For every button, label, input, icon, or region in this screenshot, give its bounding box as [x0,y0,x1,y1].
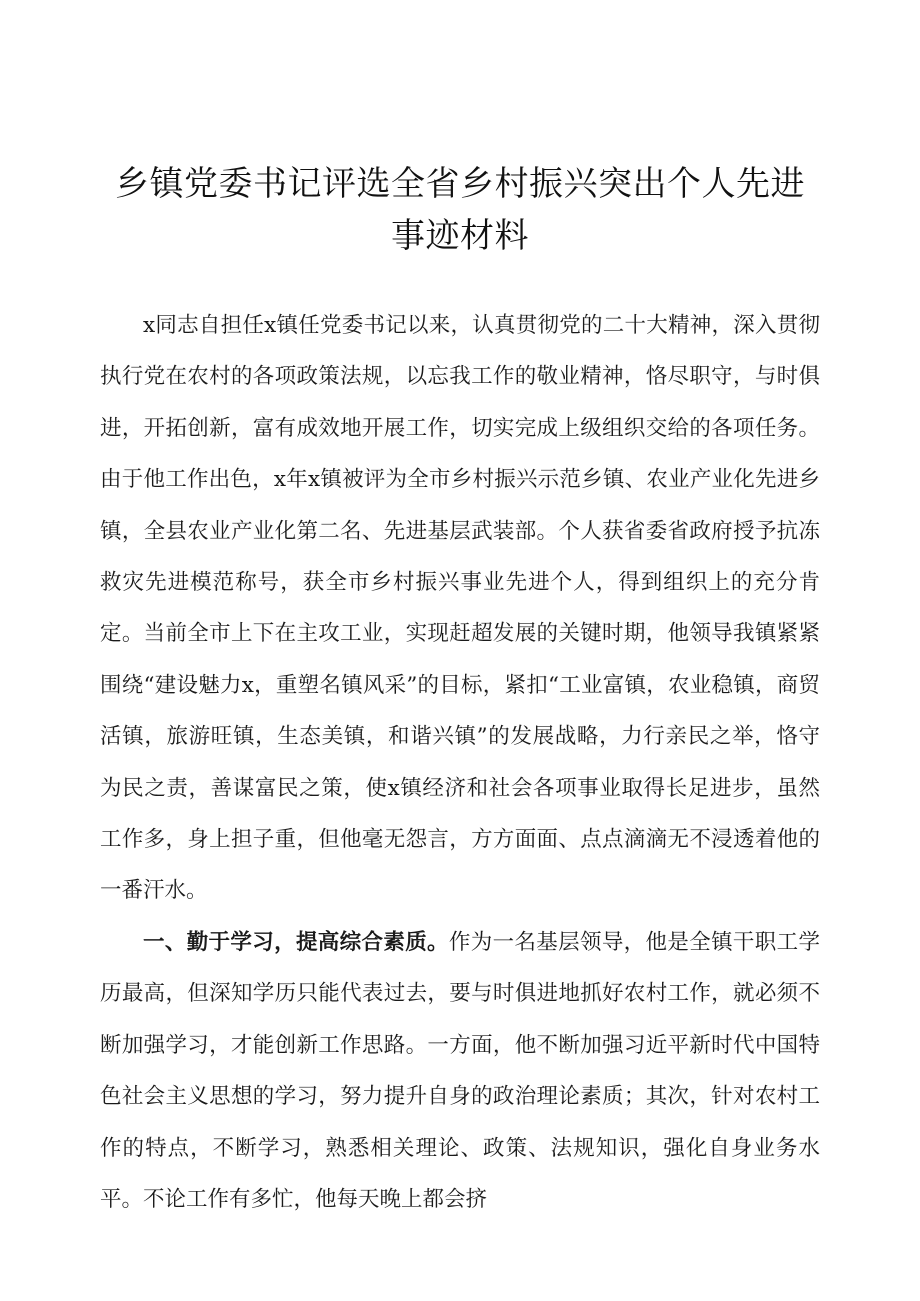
body-paragraph [100,300,820,917]
paragraph-text: 作为一名基层领导，他是全镇干职工学历最高，但深知学历只能代表过去，要与时俱进地抓好农村工作，就必须不断加强学习，才能创新工作思路。一方面，他不断加强习近平新时代中国特色社会主义思想的学习，努力提升自身的政治理论素质；其次，针对农村工作的特点，不断学习，熟悉相关理论、政策、法规知识，强化自身业务水平。不论工作有多忙，他每天晚上都会挤 [100,929,820,1212]
paragraph-text: x同志自担任x镇任党委书记以来，认真贯彻党的二十大精神，深入贯彻执行党在农村的各项政策法规，以忘我工作的敬业精神，恪尽职守，与时俱进，开拓创新，富有成效地开展工作，切实完成上级组织交给的各项任务。由于他工作出色，x年x镇被评为全市乡村振兴示范乡镇、农业产业化先进乡镇，全县农业产业化第二名、先进基层武装部。个人获省委省政府授予抗冻救灾先进模范称号，获全市乡村振兴事业先进个人，得到组织上的充分肯定。当前全市上下在主攻工业，实现赶超发展的关键时期，他领导我镇紧紧围绕“建设魅力x，重塑名镇风采”的目标，紧扣“工业富镇，农业稳镇，商贸活镇，旅游旺镇，生态美镇，和谐兴镇”的发展战略，力行亲民之举，恪守为民之责，善谋富民之策，使x镇经济和社会各项事业取得长足进步，虽然工作多，身上担子重，但他毫无怨言，方方面面、点点滴滴无不浸透着他的一番汗水。 [100,313,820,904]
document-title [100,158,820,262]
title-line-2: 事迹材料 [391,216,529,256]
section-heading: 一、勤于学习，提高综合素质。 [143,929,449,955]
title-line-1: 乡镇党委书记评选全省乡村振兴突出个人先进 [115,164,805,204]
body-paragraph [100,917,820,1225]
document-body [100,300,820,1225]
